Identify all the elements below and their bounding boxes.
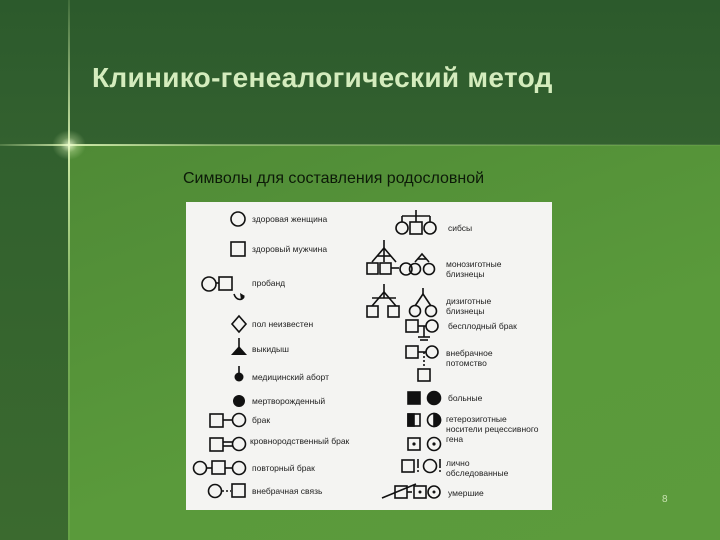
slide-subtitle: Символы для составления родословной	[183, 170, 485, 187]
label-dizygotic-twins: дизиготные близнецы	[446, 296, 492, 316]
label-consanguineous-marriage: кровнородственный брак	[250, 436, 350, 446]
examined-symbol	[402, 459, 441, 473]
pedigree-symbols-figure	[186, 202, 552, 510]
miscarriage-symbol	[231, 338, 247, 355]
label-heterozygous-wrap	[446, 414, 540, 450]
heterozygous-carrier-symbol	[408, 414, 441, 427]
vertical-divider	[68, 0, 70, 540]
label-dz-twins-wrap	[446, 296, 526, 320]
stillborn-symbol	[233, 395, 245, 407]
page-number: 8	[662, 494, 668, 505]
infertile-marriage-symbol	[406, 320, 438, 340]
label-healthy-man: здоровый мужчина	[252, 244, 328, 254]
label-heterozygous-carriers: гетерозиготные носители рецессивного гена	[446, 414, 539, 444]
consanguineous-marriage-symbol	[210, 438, 246, 452]
label-mz-twins-wrap	[446, 259, 526, 283]
label-repeated-marriage: повторный брак	[252, 463, 315, 473]
extramarital-relationship-symbol	[209, 484, 246, 498]
siblings-symbol	[396, 210, 436, 234]
label-miscarriage: выкидыш	[252, 344, 289, 354]
label-healthy-woman: здоровая женщина	[252, 214, 328, 224]
label-personally-examined: лично обследованные	[446, 458, 509, 478]
extramarital-offspring-symbol	[406, 346, 438, 381]
monozygotic-twins-symbol	[367, 240, 435, 275]
carrier-dot-symbol	[408, 438, 441, 451]
label-consanguineous-marriage-wrap	[250, 436, 350, 462]
repeated-marriage-symbol	[194, 461, 246, 475]
label-stillborn: мертворожденный	[252, 396, 326, 406]
label-infertile-marriage: бесплодный брак	[448, 321, 517, 331]
label-siblings: сибсы	[448, 223, 473, 233]
female-symbol	[231, 212, 245, 226]
male-symbol	[231, 242, 245, 256]
dizygotic-twins-symbol	[367, 284, 437, 317]
slide-title: Клинико-генеалогический метод	[92, 62, 553, 93]
label-proband: пробанд	[252, 278, 286, 288]
label-affected: больные	[448, 393, 483, 403]
label-extramarital-offspring: внебрачное потомство	[446, 348, 493, 368]
horizontal-divider	[0, 144, 720, 146]
label-sex-unknown: пол неизвестен	[252, 319, 314, 329]
deceased-symbol	[382, 484, 440, 498]
label-examined-wrap	[446, 458, 530, 482]
unknown-sex-diamond	[232, 316, 246, 332]
label-monozygotic-twins: монозиготные близнецы	[446, 259, 502, 279]
marriage-symbol	[210, 414, 246, 428]
label-extramarital-offspring-wrap	[446, 348, 526, 372]
label-marriage: брак	[252, 415, 271, 425]
abortion-symbol	[235, 366, 244, 382]
label-deceased: умершие	[448, 488, 484, 498]
proband-symbol	[202, 277, 245, 300]
label-medical-abortion: медицинский аборт	[252, 372, 329, 382]
affected-symbol	[408, 392, 441, 405]
light-flare	[52, 130, 86, 160]
label-extramarital-relationship: внебрачная связь	[252, 486, 323, 496]
left-strip-background	[0, 145, 68, 540]
pedigree-symbols-diagram	[186, 202, 552, 510]
